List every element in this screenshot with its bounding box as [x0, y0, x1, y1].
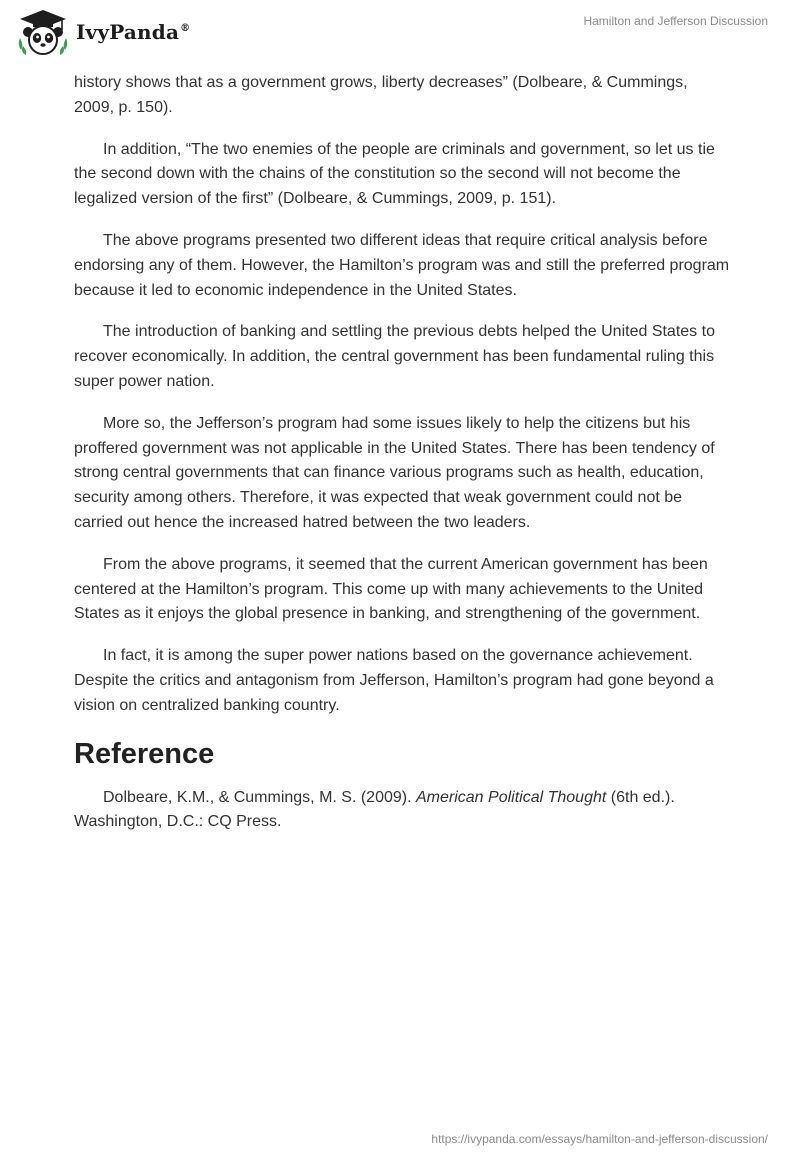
panda-logo-icon [14, 8, 72, 56]
paragraph: The above programs presented two different ideas that require critical analysis before endorsing any of them. However, the Hamilton’s program was and still the preferred program because it led to economic independence in the United States. [74, 231, 730, 299]
reference-authors: Dolbeare, K.M., & Cummings, M. S. (2009). [103, 788, 412, 806]
document-title: Hamilton and Jefferson Discussion [583, 14, 768, 28]
paragraph: From the above programs, it seemed that the current American government has been centered at the Hamilton’s program. This come up with many achievements to the United States as it enjoys the global presence in banking, and strengthening of the government. [74, 555, 708, 623]
logo[interactable] [14, 8, 190, 56]
logo-text: IvyPanda® [76, 20, 191, 44]
paragraph: More so, the Jefferson’s program had some issues likely to help the citizens but his proffered government was not applicable in the United States. There has been tendency of strong central governments that can finance various programs such as health, education, security among others. Therefore, it was expected that weak government could not be carried out hence the increased hatred between the two leaders. [74, 414, 715, 531]
essay-body [74, 71, 730, 852]
paragraph: The introduction of banking and settling the previous debts helped the United States to recover economically. In addition, the central government has been fundamental ruling this super power nation. [74, 323, 715, 390]
paragraph: In addition, “The two enemies of the people are criminals and government, so let us tie the second down with the chains of the constitution so the second will not become the legalized version of the first” (Dolbeare, & Cummings, 2009, p. 151). [74, 140, 715, 208]
page-header [0, 0, 800, 70]
source-url[interactable]: https://ivypanda.com/essays/hamilton-and-jefferson-discussion/ [431, 1132, 768, 1146]
reference-heading: Reference [74, 737, 215, 770]
paragraph: In fact, it is among the super power nations based on the governance achievement. Despite the critics and antagonism from Jefferson, Hamilton’s program had gone beyond a vision on centralized banking country. [74, 647, 714, 714]
reference-entry [74, 786, 730, 836]
reference-book-title: American Political Thought [416, 788, 607, 806]
reference-edition: (6th ed.). [610, 788, 675, 806]
reference-publisher: Washington, D.C.: CQ Press. [74, 813, 282, 831]
paragraph: history shows that as a government grows, liberty decreases” (Dolbeare, & Cummings, 2009, p. 150). [74, 74, 688, 116]
